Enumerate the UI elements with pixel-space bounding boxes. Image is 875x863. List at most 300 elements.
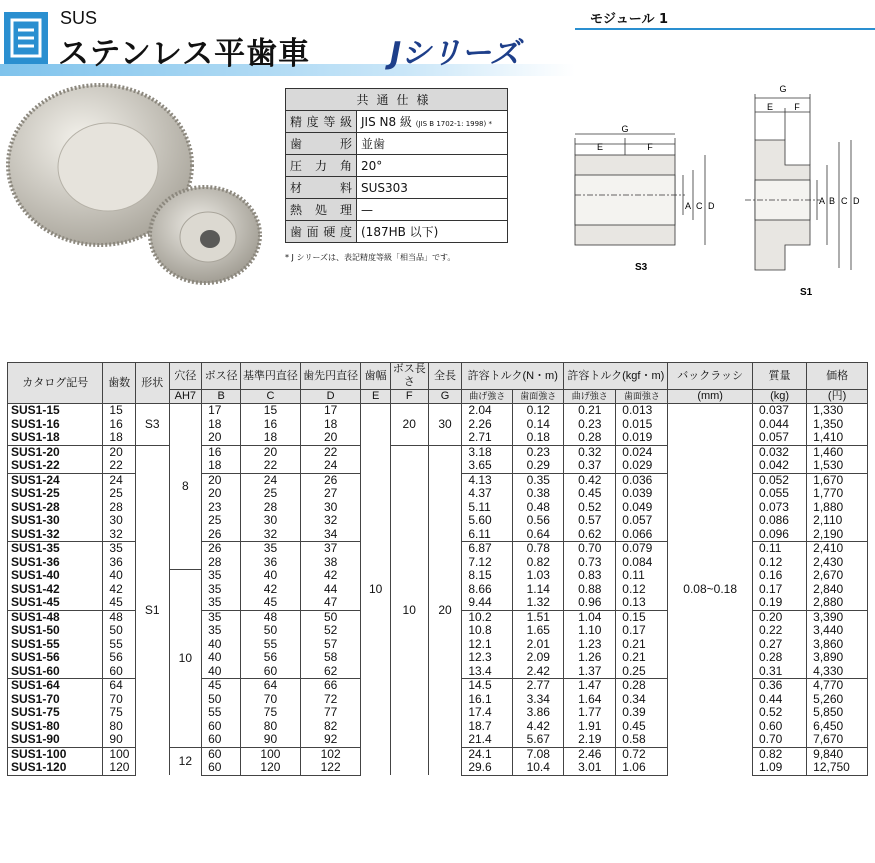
merged-cell: 0.08~0.18 [668,404,753,776]
bending-nm-cell: 9.44 [462,596,513,610]
svg-text:D: D [853,196,860,206]
dim-g-label: G [621,124,629,134]
price-cell: 3,890 [807,651,868,665]
boss-dia-cell: 20 [202,487,241,501]
bending-kgf-cell: 0.96 [564,596,616,610]
outer-dia-cell: 47 [300,596,361,610]
col-pitch-dia: 基準円直径 [241,363,301,390]
mass-cell: 0.31 [752,665,806,679]
pitch-dia-cell: 90 [241,733,301,747]
surface-nm-cell: 0.78 [513,542,564,556]
catalog-cell: SUS1-18 [8,431,103,445]
catalog-cell: SUS1-80 [8,720,103,734]
teeth-cell: 42 [103,583,136,597]
pitch-dia-cell: 50 [241,624,301,638]
bending-kgf-cell: 0.57 [564,514,616,528]
pitch-dia-cell: 48 [241,610,301,624]
price-cell: 1,880 [807,501,868,515]
outer-dia-cell: 20 [300,431,361,445]
surface-kgf-cell: 0.34 [616,693,668,707]
boss-dia-cell: 23 [202,501,241,515]
surface-kgf-cell: 0.079 [616,542,668,556]
teeth-cell: 15 [103,404,136,418]
price-cell: 9,840 [807,747,868,761]
surface-kgf-cell: 0.25 [616,665,668,679]
mass-cell: 0.055 [752,487,806,501]
spec-value: JIS N8 級 (JIS B 1702-1: 1998) * [357,111,508,133]
pitch-dia-cell: 16 [241,418,301,432]
mass-cell: 0.037 [752,404,806,418]
mass-cell: 0.042 [752,459,806,473]
bending-kgf-cell: 0.28 [564,431,616,445]
surface-nm-cell: 1.03 [513,569,564,583]
mass-cell: 1.09 [752,761,806,775]
surface-kgf-cell: 0.21 [616,651,668,665]
merged-cell: 20 [390,404,428,446]
col-backlash: バックラッシ [668,363,753,390]
catalog-cell: SUS1-56 [8,651,103,665]
col-outer-dia: 歯先円直径 [300,363,361,390]
pitch-dia-cell: 56 [241,651,301,665]
teeth-cell: 56 [103,651,136,665]
spec-value: 並歯 [357,133,508,155]
surface-kgf-cell: 0.036 [616,473,668,487]
price-cell: 1,350 [807,418,868,432]
mass-cell: 0.22 [752,624,806,638]
surface-kgf-cell: 0.12 [616,583,668,597]
mass-cell: 0.16 [752,569,806,583]
boss-dia-cell: 35 [202,596,241,610]
bending-kgf-cell: 0.21 [564,404,616,418]
boss-dia-cell: 35 [202,610,241,624]
pitch-dia-cell: 60 [241,665,301,679]
pitch-dia-cell: 55 [241,638,301,652]
teeth-cell: 28 [103,501,136,515]
bending-kgf-cell: 0.88 [564,583,616,597]
boss-dia-cell: 60 [202,761,241,775]
outer-dia-cell: 34 [300,528,361,542]
catalog-cell: SUS1-16 [8,418,103,432]
boss-dia-cell: 40 [202,638,241,652]
surface-kgf-cell: 0.084 [616,556,668,570]
surface-kgf-cell: 0.39 [616,706,668,720]
boss-dia-cell: 18 [202,459,241,473]
catalog-cell: SUS1-40 [8,569,103,583]
teeth-cell: 36 [103,556,136,570]
price-cell: 2,880 [807,596,868,610]
dim-d-label: D [708,201,715,211]
mass-cell: 0.073 [752,501,806,515]
price-cell: 1,330 [807,404,868,418]
outer-dia-cell: 58 [300,651,361,665]
catalog-cell: SUS1-28 [8,501,103,515]
surface-nm-cell: 1.51 [513,610,564,624]
merged-cell: 10 [361,404,390,776]
outer-dia-cell: 24 [300,459,361,473]
surface-kgf-cell: 0.21 [616,638,668,652]
bending-nm-cell: 3.65 [462,459,513,473]
surface-nm-cell: 1.65 [513,624,564,638]
s3-diagram [575,134,705,245]
outer-dia-cell: 62 [300,665,361,679]
col-mass: 質量 [752,363,806,390]
bending-kgf-cell: 2.19 [564,733,616,747]
mass-cell: 0.052 [752,473,806,487]
mass-cell: 0.60 [752,720,806,734]
mass-cell: 0.27 [752,638,806,652]
teeth-cell: 32 [103,528,136,542]
pitch-dia-cell: 28 [241,501,301,515]
surface-nm-cell: 7.08 [513,747,564,761]
outer-dia-cell: 30 [300,501,361,515]
col-shape: 形状 [135,363,169,404]
surface-nm-cell: 0.48 [513,501,564,515]
bending-nm-cell: 17.4 [462,706,513,720]
outer-dia-cell: 102 [300,747,361,761]
boss-dia-cell: 17 [202,404,241,418]
merged-cell: 10 [169,569,202,747]
teeth-cell: 35 [103,542,136,556]
price-cell: 1,670 [807,473,868,487]
bending-nm-cell: 29.6 [462,761,513,775]
mass-cell: 0.032 [752,445,806,459]
catalog-cell: SUS1-75 [8,706,103,720]
bending-nm-cell: 6.87 [462,542,513,556]
surface-nm-cell: 2.01 [513,638,564,652]
price-cell: 5,850 [807,706,868,720]
mass-cell: 0.11 [752,542,806,556]
bending-kgf-cell: 1.77 [564,706,616,720]
catalog-cell: SUS1-36 [8,556,103,570]
mass-cell: 0.52 [752,706,806,720]
surface-nm-cell: 2.09 [513,651,564,665]
bending-nm-cell: 24.1 [462,747,513,761]
bending-kgf-cell: 2.46 [564,747,616,761]
page-title: ステンレス平歯車 [58,36,311,72]
price-cell: 2,190 [807,528,868,542]
surface-nm-cell: 10.4 [513,761,564,775]
teeth-cell: 45 [103,596,136,610]
bending-kgf-cell: 1.23 [564,638,616,652]
bending-nm-cell: 13.4 [462,665,513,679]
title-material: SUS [60,8,98,28]
price-cell: 1,410 [807,431,868,445]
col-boss-dia: ボス径 [202,363,241,390]
col-torque-kgf: 許容トルク(kgf・m) [564,363,668,390]
surface-nm-cell: 0.35 [513,473,564,487]
pitch-dia-cell: 120 [241,761,301,775]
surface-kgf-cell: 0.13 [616,596,668,610]
bending-nm-cell: 2.71 [462,431,513,445]
surface-kgf-cell: 0.019 [616,431,668,445]
teeth-cell: 90 [103,733,136,747]
catalog-cell: SUS1-60 [8,665,103,679]
surface-nm-cell: 2.77 [513,679,564,693]
dim-f-label: F [647,142,653,152]
svg-text:F: F [794,102,800,112]
col-catalog: カタログ記号 [8,363,103,404]
pitch-dia-cell: 35 [241,542,301,556]
price-cell: 5,260 [807,693,868,707]
price-cell: 2,430 [807,556,868,570]
s1-label: S1 [800,287,813,298]
spec-label: 材料 [286,177,357,199]
surface-kgf-cell: 1.06 [616,761,668,775]
bending-nm-cell: 18.7 [462,720,513,734]
teeth-cell: 40 [103,569,136,583]
surface-nm-cell: 2.42 [513,665,564,679]
bending-kgf-cell: 0.23 [564,418,616,432]
merged-cell: 20 [428,445,462,775]
bending-kgf-cell: 1.10 [564,624,616,638]
mass-cell: 0.36 [752,679,806,693]
mass-cell: 0.82 [752,747,806,761]
boss-dia-cell: 16 [202,445,241,459]
mass-cell: 0.044 [752,418,806,432]
outer-dia-cell: 50 [300,610,361,624]
mass-cell: 0.20 [752,610,806,624]
bending-nm-cell: 12.1 [462,638,513,652]
bending-kgf-cell: 1.04 [564,610,616,624]
teeth-cell: 25 [103,487,136,501]
pitch-dia-cell: 32 [241,528,301,542]
pitch-dia-cell: 24 [241,473,301,487]
merged-cell: 30 [428,404,462,446]
bending-kgf-cell: 1.47 [564,679,616,693]
bending-nm-cell: 3.18 [462,445,513,459]
teeth-cell: 120 [103,761,136,775]
bending-kgf-cell: 1.37 [564,665,616,679]
outer-dia-cell: 52 [300,624,361,638]
spec-footnote: * J シリーズは、表記精度等級「相当品」です。 [285,253,456,262]
surface-kgf-cell: 0.039 [616,487,668,501]
module-underline [575,28,875,30]
teeth-cell: 48 [103,610,136,624]
pitch-dia-cell: 42 [241,583,301,597]
outer-dia-cell: 66 [300,679,361,693]
boss-dia-cell: 20 [202,431,241,445]
teeth-cell: 100 [103,747,136,761]
gear-photo [0,75,280,290]
bending-kgf-cell: 0.62 [564,528,616,542]
surface-nm-cell: 0.64 [513,528,564,542]
price-cell: 7,670 [807,733,868,747]
spec-label: 熱処理 [286,199,357,221]
spec-label: 精度等級 [286,111,357,133]
surface-kgf-cell: 0.17 [616,624,668,638]
common-spec-table [285,88,508,243]
teeth-cell: 22 [103,459,136,473]
catalog-cell: SUS1-30 [8,514,103,528]
boss-dia-cell: 40 [202,665,241,679]
bending-nm-cell: 6.11 [462,528,513,542]
surface-nm-cell: 0.18 [513,431,564,445]
boss-dia-cell: 35 [202,569,241,583]
boss-dia-cell: 60 [202,747,241,761]
catalog-cell: SUS1-25 [8,487,103,501]
surface-nm-cell: 4.42 [513,720,564,734]
catalog-cell: SUS1-42 [8,583,103,597]
bending-kgf-cell: 1.64 [564,693,616,707]
teeth-cell: 70 [103,693,136,707]
bending-kgf-cell: 0.83 [564,569,616,583]
outer-dia-cell: 22 [300,445,361,459]
surface-nm-cell: 0.14 [513,418,564,432]
catalog-cell: SUS1-120 [8,761,103,775]
surface-kgf-cell: 0.28 [616,679,668,693]
bending-nm-cell: 2.26 [462,418,513,432]
merged-cell: 10 [390,445,428,775]
col-price: 価格 [807,363,868,390]
spec-label: 圧力角 [286,155,357,177]
pitch-dia-cell: 22 [241,459,301,473]
bending-kgf-cell: 0.42 [564,473,616,487]
surface-kgf-cell: 0.45 [616,720,668,734]
price-cell: 1,770 [807,487,868,501]
outer-dia-cell: 32 [300,514,361,528]
outer-dia-cell: 57 [300,638,361,652]
boss-dia-cell: 26 [202,542,241,556]
table-row [8,404,868,418]
surface-nm-cell: 1.14 [513,583,564,597]
catalog-cell: SUS1-55 [8,638,103,652]
outer-dia-cell: 26 [300,473,361,487]
teeth-cell: 55 [103,638,136,652]
surface-nm-cell: 0.82 [513,556,564,570]
svg-text:C: C [841,196,848,206]
mass-cell: 0.19 [752,596,806,610]
bending-nm-cell: 21.4 [462,733,513,747]
teeth-cell: 80 [103,720,136,734]
bending-nm-cell: 8.15 [462,569,513,583]
bending-nm-cell: 10.8 [462,624,513,638]
boss-dia-cell: 55 [202,706,241,720]
price-cell: 3,860 [807,638,868,652]
bending-nm-cell: 4.13 [462,473,513,487]
bending-kgf-cell: 0.73 [564,556,616,570]
spec-label: 歯面硬度 [286,221,357,243]
catalog-cell: SUS1-50 [8,624,103,638]
bending-nm-cell: 8.66 [462,583,513,597]
surface-kgf-cell: 0.15 [616,610,668,624]
surface-nm-cell: 0.56 [513,514,564,528]
price-cell: 4,770 [807,679,868,693]
surface-nm-cell: 5.67 [513,733,564,747]
spec-value: (187HB 以下) [357,221,508,243]
boss-dia-cell: 18 [202,418,241,432]
price-cell: 1,460 [807,445,868,459]
pitch-dia-cell: 75 [241,706,301,720]
surface-nm-cell: 0.23 [513,445,564,459]
bending-kgf-cell: 1.26 [564,651,616,665]
boss-dia-cell: 26 [202,528,241,542]
surface-nm-cell: 3.86 [513,706,564,720]
teeth-cell: 75 [103,706,136,720]
bending-kgf-cell: 3.01 [564,761,616,775]
bending-nm-cell: 2.04 [462,404,513,418]
pitch-dia-cell: 30 [241,514,301,528]
dim-c-label: C [696,201,703,211]
svg-text:B: B [829,196,836,206]
merged-cell: 12 [169,747,202,775]
teeth-cell: 24 [103,473,136,487]
catalog-cell: SUS1-100 [8,747,103,761]
module-label: モジュール 1 [590,12,669,27]
boss-dia-cell: 40 [202,651,241,665]
bending-nm-cell: 10.2 [462,610,513,624]
teeth-cell: 64 [103,679,136,693]
s3-label: S3 [635,262,648,273]
boss-dia-cell: 50 [202,693,241,707]
merged-cell: S3 [135,404,169,446]
spec-label: 歯形 [286,133,357,155]
product-table: カタログ記号 歯数 形状 穴径 ボス径 基準円直径 歯先円直径 歯幅 ボス長さ 全長 許容トルク(N・m) 許容トルク(kgf・m) バックラッシ 質量 価格 AH7 B C D E F G 曲げ強さ 歯面強さ 曲げ強さ 歯面強さ (mm) (kg) (円) SUS1-15 15 S3 8 17 15 17 10 20 30 2.04 0.12 0.21 0.013 0.08~0.18 0.037 1,330 SUS1-16 16 18 16 18 2.26 0.14 0.23 0.015 0.044 1,350 SUS1-18 18 20 18 20 2.71 0.18 0.28 0.019 0.057 1,410 SUS1-20 20 S1 16 20 22 10 20 3.18 0.23 0.32 0.024 0.032 1,460 SUS1-22 22 18 22 24 3.65 0.29 0.37 0.029 0.042 1,530 SUS1-24 24 20 24 26 4.13 0.35 0.42 0.036 0.052 1,670 SUS1-25 25 20 25 27 4.37 0.38 0.45 0.039 0.055 1,770 SUS1-28 28 23 28 30 5.11 0.48 0.52 0.049 0.073 1,880 SUS1-30 30 25 30 32 5.60 0.56 0.57 0.057 0.086 2,110 SUS1-32 32 26 32 34 6.11 0.64 0.62 0.066 0.096 2,190 SUS1-35 35 26 35 37 6.87 0.78 0.70 0.079 0.11 2,410 SUS1-36 36 28 36 38 7.12 0.82 0.73 0.084 0.12 2,430 SUS1-40 40 10 35 40 42 8.15 1.03 0.83 0.11 0.16 2,670 SUS1-42 42 35 42 44 8.66 1.14 0.88 0.12 0.17 2,840 SUS1-45 45 35 45 47 9.44 1.32 0.96 0.13 0.19 2,880 SUS1-48 48 35 48 50 10.2 1.51 1.04 0.15 0.20 3,390 SUS1-50 50 35 50 52 10.8 1.65 1.10 0.17 0.22 3,440 SUS1-55 55 40 55 57 12.1 2.01 1.23 0.21 0.27 3,860 SUS1-56 56 40 56 58 12.3 2.09 1.26 0.21 0.28 3,890 SUS1-60 60 40 60 62 13.4 2.42 1.37 0.25 0.31 4,330 SUS1-64 64 45 64 66 14.5 2.77 1.47 0.28 0.36 4,770 SUS1-70 70 50 70 72 16.1 3.34 1.64 0.34 0.44 5,260 SUS1-75 75 55 75 77 17.4 3.86 1.77 0.39 0.52 5,850 SUS1-80 80 60 80 82 18.7 4.42 1.91 0.45 0.60 6,450 SUS1-90 90 60 90 92 21.4 5.67 2.19 0.58 0.70 7,670 SUS1-100 100 12 60 100 102 24.1 7.08 2.46 0.72 0.82 9,840 SUS1-120 120 60 120 122 29.6 10.4 3.01 1.06 1.09 12,750 [7,362,868,776]
pitch-dia-cell: 80 [241,720,301,734]
bending-kgf-cell: 0.70 [564,542,616,556]
mass-cell: 0.28 [752,651,806,665]
surface-kgf-cell: 0.72 [616,747,668,761]
bending-nm-cell: 12.3 [462,651,513,665]
teeth-cell: 16 [103,418,136,432]
document-icon [4,12,48,64]
outer-dia-cell: 77 [300,706,361,720]
boss-dia-cell: 60 [202,720,241,734]
col-boss-len: ボス長さ [390,363,428,390]
mass-cell: 0.086 [752,514,806,528]
svg-text:G: G [779,84,787,94]
pitch-dia-cell: 100 [241,747,301,761]
catalog-cell: SUS1-32 [8,528,103,542]
pitch-dia-cell: 15 [241,404,301,418]
teeth-cell: 50 [103,624,136,638]
price-cell: 1,530 [807,459,868,473]
teeth-cell: 30 [103,514,136,528]
outer-dia-cell: 72 [300,693,361,707]
svg-text:A: A [819,196,826,206]
catalog-cell: SUS1-48 [8,610,103,624]
surface-kgf-cell: 0.057 [616,514,668,528]
surface-kgf-cell: 0.029 [616,459,668,473]
teeth-cell: 60 [103,665,136,679]
bending-kgf-cell: 0.32 [564,445,616,459]
bending-nm-cell: 5.60 [462,514,513,528]
outer-dia-cell: 122 [300,761,361,775]
pitch-dia-cell: 45 [241,596,301,610]
boss-dia-cell: 25 [202,514,241,528]
dim-a-label: A [685,201,692,211]
outer-dia-cell: 37 [300,542,361,556]
merged-cell: S1 [135,445,169,775]
catalog-cell: SUS1-22 [8,459,103,473]
catalog-cell: SUS1-15 [8,404,103,418]
pitch-dia-cell: 18 [241,431,301,445]
bending-kgf-cell: 0.45 [564,487,616,501]
mass-cell: 0.17 [752,583,806,597]
col-total-len: 全長 [428,363,462,390]
surface-kgf-cell: 0.015 [616,418,668,432]
catalog-cell: SUS1-35 [8,542,103,556]
mass-cell: 0.70 [752,733,806,747]
pitch-dia-cell: 64 [241,679,301,693]
mass-cell: 0.44 [752,693,806,707]
price-cell: 3,440 [807,624,868,638]
boss-dia-cell: 20 [202,473,241,487]
surface-kgf-cell: 0.049 [616,501,668,515]
outer-dia-cell: 18 [300,418,361,432]
catalog-cell: SUS1-20 [8,445,103,459]
svg-text:E: E [766,102,774,112]
surface-nm-cell: 0.38 [513,487,564,501]
